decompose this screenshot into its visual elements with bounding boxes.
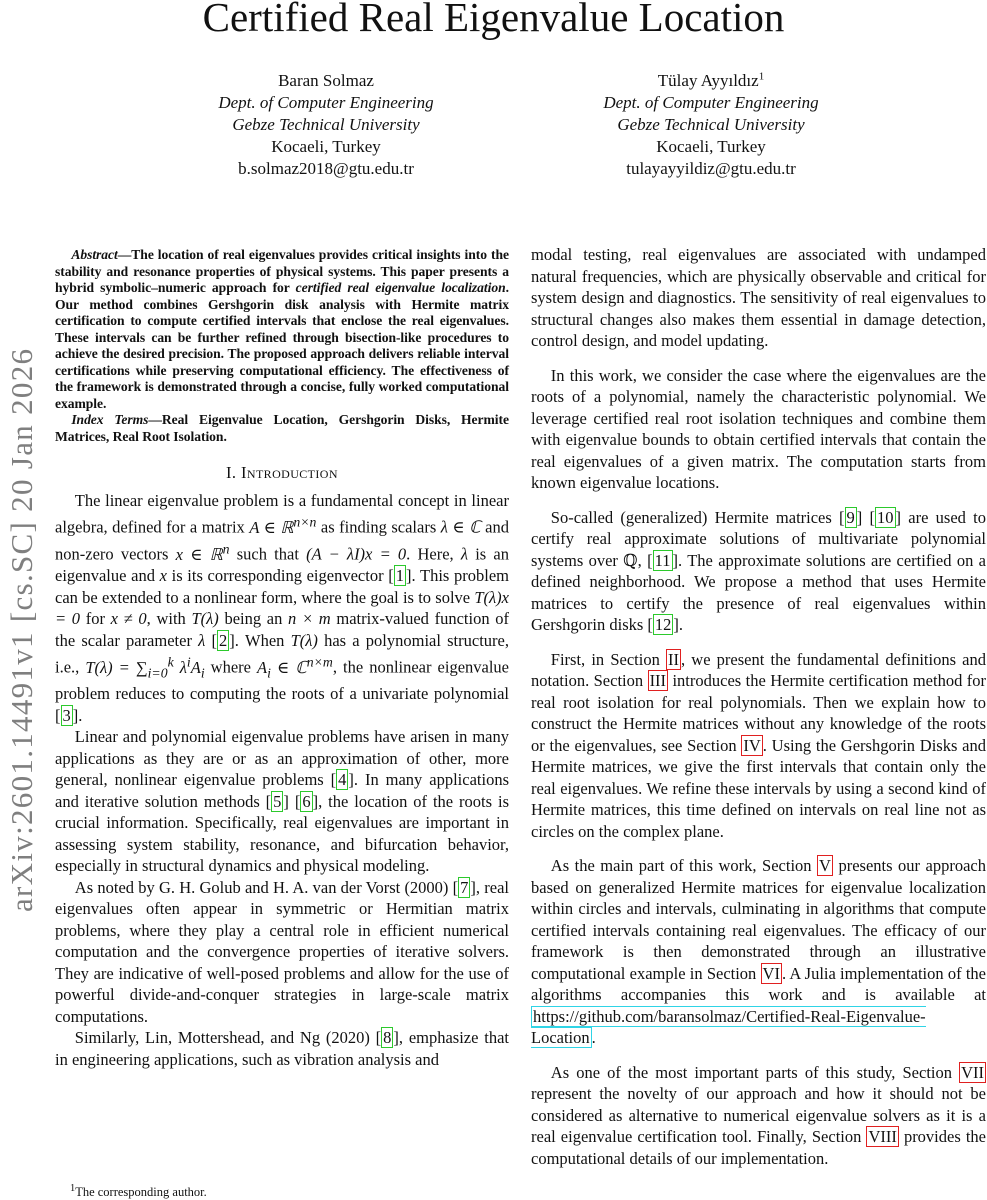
citation-link[interactable]: 5: [273, 791, 282, 811]
citation-link[interactable]: 6: [302, 791, 311, 811]
author-city: Kocaeli, Turkey: [271, 137, 381, 156]
abstract: Abstract—The location of real eigenvalues provides critical insights into the stability and resonance properties of physical systems. This paper presents a hybrid symbolic–numeric approach for certified real eigenvalue localization. Our method combines Gershgorin disk analysis with Hermite matrix certification to compute certified intervals that enclose the real eigenvalues. These intervals can be further refined through bisection-like procedures to achieve the desired precision. The proposed approach delivers reliable interval certifications while preserving computational efficiency. The effectiveness of the framework is demonstrated through a concise, fully worked computational example. Index Terms—Real Eigenvalue Location, Gershgorin Disks, Hermite Matrices, Real Root Isolation.: [55, 247, 509, 444]
citation-link[interactable]: 7: [460, 877, 469, 897]
footnote: $^1$The corresponding author.: [70, 1183, 207, 1200]
citation-link[interactable]: 1: [395, 566, 404, 585]
author-email[interactable]: b.solmaz2018@gtu.edu.tr: [238, 159, 414, 178]
author-block-2: [590, 70, 832, 180]
citation-link[interactable]: 8: [383, 1028, 392, 1048]
section-link[interactable]: V: [819, 856, 831, 875]
paragraph: First, in Section II , we present the fundamental definitions and notation. Section III introduces the Hermite certification method for real root isolation for real polynomials. Then we explain how to construct the Hermite matrices without any knowledge of the roots or the eigenvalues, see Section IV . Using the Gershgorin Disks and Hermite matrices, we give the first intervals that contain only the real eigenvalues. We refine these intervals by using a second kind of Hermite matrices, this time defined on intervals on real line not as circles on the complex plane.: [531, 649, 986, 841]
right-column: [531, 244, 986, 1182]
author-block-1: [215, 70, 437, 180]
citation-link[interactable]: 10: [877, 507, 894, 527]
author-university: Gebze Technical University: [232, 115, 420, 134]
section-link[interactable]: II: [668, 649, 679, 669]
arxiv-watermark: arXiv:2601.14491v1 [cs.SC] 20 Jan 2026: [4, 347, 39, 913]
citation-link[interactable]: 12: [654, 615, 672, 634]
section-link[interactable]: VI: [762, 963, 780, 983]
paragraph: As noted by G. H. Golub and H. A. van der Vorst (2000) [ 7 ], real eigenvalues often appear in symmetric or Hermitian matrix problems, where they play a central role in efficient numerical computation and the convergence properties of iterative solvers. They are indicative of well-posed problems and allow for the use of powerful divide-and-conquer strategies in large-scale matrix computations.: [55, 877, 509, 1026]
index-terms: Index Terms—Real Eigenvalue Location, Gershgorin Disks, Hermite Matrices, Real Root Isolation.: [55, 412, 509, 444]
section-link[interactable]: IV: [743, 735, 761, 755]
paragraph: So-called (generalized) Hermite matrices [ 9 ] [ 10 ] are used to certify real approximate solutions of multivariate polynomial systems over ℚ, [ 11 ]. The approximate solutions are certified on a defined neighborhood. We propose a method that uses Hermite matrices to certify the presence of real eigenvalues within Gershgorin disks [ 12 ].: [531, 507, 986, 634]
author-department: Dept. of Computer Engineering: [218, 93, 434, 112]
left-column: [55, 247, 509, 1070]
author-name: Tülay Ayyıldız$^1$: [657, 70, 765, 90]
abstract-label: Abstract: [71, 247, 118, 262]
author-department: Dept. of Computer Engineering: [603, 93, 819, 112]
paragraph: Linear and polynomial eigenvalue problems have arisen in many applications as they are or as an approximation of other, more general, nonlinear eigenvalue problems [ 4 ]. In many applications and iterative solution methods [ 5 ] [ 6 ], the location of the roots is crucial information. Specifically, real eigenvalues are important in assessing system stability, resonance, and bifurcation behavior, especially in structural dynamics and physical modeling.: [55, 727, 509, 876]
citation-link[interactable]: 11: [654, 550, 671, 570]
author-city: Kocaeli, Turkey: [656, 137, 766, 156]
section-link[interactable]: VIII: [868, 1127, 897, 1146]
paragraph: As one of the most important parts of this study, Section VII represent the novelty of our approach and how it should not be considered as alternative to numerical eigenvalue solvers as it is a real eigenvalue certification tool. Finally, Section VIII provides the computational details of our implementation.: [531, 1062, 986, 1168]
citation-link[interactable]: 4: [338, 770, 347, 790]
section-heading-introduction: I. Introduction: [226, 463, 338, 482]
paper-title: Certified Real Eigenvalue Location: [202, 0, 785, 40]
repository-link[interactable]: https://github.com/baransolmaz/Certified-Real-Eigenvalue-Location: [531, 1006, 926, 1047]
paragraph: The linear eigenvalue problem is a fundamental concept in linear algebra, defined for a matrix A ∈ ℝ$^{n\times n}$ as finding scalars λ ∈ ℂ and non-zero vectors x ∈ ℝ$^n$ such that (A − λI)x = 0. Here, λ is an eigenvalue and x is its corresponding eigenvector [ 1 ]. This problem can be extended to a nonlinear form, where the goal is to solve T(λ)x = 0 for x ≠ 0, with T(λ) being an n × m matrix-valued function of the scalar parameter λ [ 2 ]. When T(λ) has a polynomial structure, i.e., $T(\lambda) = \sum_{i=0}^k$ $\lambda^iA_i$ where $A_i$ ∈ ℂ$^{n\times m}$, the nonlinear eigenvalue problem reduces to computing the roots of a univariate polynomial [ 3 ].: [55, 490, 509, 725]
section-link[interactable]: III: [649, 671, 667, 690]
citation-link[interactable]: 9: [846, 507, 855, 527]
author-name: Baran Solmaz: [278, 71, 374, 90]
citation-link[interactable]: 3: [62, 705, 71, 725]
footnote-mark: 1: [70, 1183, 76, 1194]
paragraph: In this work, we consider the case where the eigenvalues are the roots of a polynomial, namely the characteristic polynomial. We leverage certified real root isolation techniques and combine them with eigenvalue bounds to obtain certified intervals that contain the real eigenvalues of a given matrix. The computation starts from known eigenvalue locations.: [531, 365, 986, 492]
paragraph: Similarly, Lin, Mottershead, and Ng (2020) [ 8 ], emphasize that in engineering applications, such as vibration analysis and: [55, 1028, 509, 1069]
paragraph: As the main part of this work, Section V presents our approach based on generalized Hermite matrices for eigenvalue localization within circles and intervals, culminating in algorithms that compute certified intervals containing real eigenvalues. The efficacy of our framework is then demonstrated through an illustrative computational example in Section VI . A Julia implementation of the algorithms accompanies this work and is available at https://github.com/baransolmaz/Certified-Real-Eigenvalue-Location .: [531, 856, 986, 1047]
citation-link[interactable]: 2: [218, 630, 228, 650]
section-link[interactable]: VII: [961, 1062, 984, 1082]
footnote-marker[interactable]: 1: [758, 70, 765, 83]
paragraph: modal testing, real eigenvalues are associated with undamped natural frequencies, which are physically observable and critical for system design and diagnostics. The sensitivity of real eigenvalues to structural changes also makes them essential in damage detection, control design, and model updating.: [531, 245, 986, 350]
author-university: Gebze Technical University: [617, 115, 805, 134]
author-email[interactable]: tulayayyildiz@gtu.edu.tr: [626, 159, 796, 178]
